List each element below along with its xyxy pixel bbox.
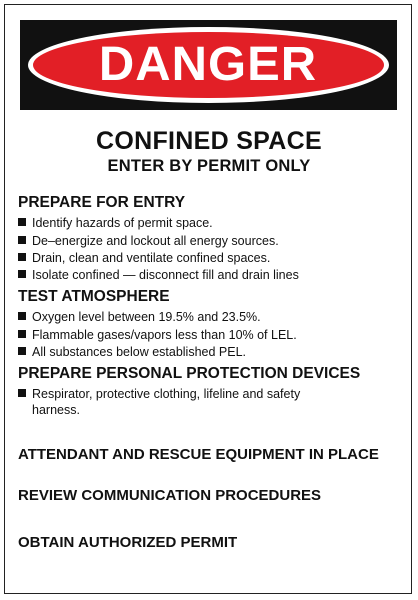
square-bullet-icon [18, 253, 26, 261]
list-item [18, 386, 332, 418]
list-item [18, 309, 261, 325]
list-item [18, 215, 213, 231]
section-heading-protection-devices: PREPARE PERSONAL PROTECTION DEVICES [18, 365, 361, 382]
list-item [18, 250, 270, 266]
square-bullet-icon [18, 312, 26, 320]
list-item-text: Isolate confined — disconnect fill and drain lines [32, 268, 299, 282]
square-bullet-icon [18, 330, 26, 338]
list-item [18, 267, 299, 283]
square-bullet-icon [18, 270, 26, 278]
list-item-text: Flammable gases/vapors less than 10% of LEL. [32, 328, 297, 342]
action-permit: OBTAIN AUTHORIZED PERMIT [18, 534, 238, 551]
sign-title: CONFINED SPACE [96, 127, 322, 155]
list-item-text: Respirator, protective clothing, lifeline and safety harness. [32, 387, 301, 417]
square-bullet-icon [18, 389, 26, 397]
danger-oval [28, 27, 389, 103]
danger-oval-fill [33, 32, 384, 98]
list-item-text: De–energize and lockout all energy sources. [32, 234, 279, 248]
list-item [18, 344, 246, 360]
action-communication: REVIEW COMMUNICATION PROCEDURES [18, 487, 322, 504]
sign-subtitle: ENTER BY PERMIT ONLY [107, 157, 311, 175]
action-rescue-equipment: ATTENDANT AND RESCUE EQUIPMENT IN PLACE [18, 446, 379, 463]
list-item-text: Oxygen level between 19.5% and 23.5%. [32, 310, 261, 324]
list-item-text: Drain, clean and ventilate confined spaces. [32, 251, 271, 265]
square-bullet-icon [18, 347, 26, 355]
list-item [18, 327, 297, 343]
list-item [18, 233, 279, 249]
section-heading-prepare-entry: PREPARE FOR ENTRY [18, 194, 186, 211]
square-bullet-icon [18, 218, 26, 226]
section-heading-test-atmosphere: TEST ATMOSPHERE [18, 288, 170, 305]
square-bullet-icon [18, 236, 26, 244]
signal-word: DANGER [99, 38, 318, 91]
danger-header [20, 20, 397, 110]
list-item-text: All substances below established PEL. [32, 345, 247, 359]
list-item-text: Identify hazards of permit space. [32, 216, 213, 230]
